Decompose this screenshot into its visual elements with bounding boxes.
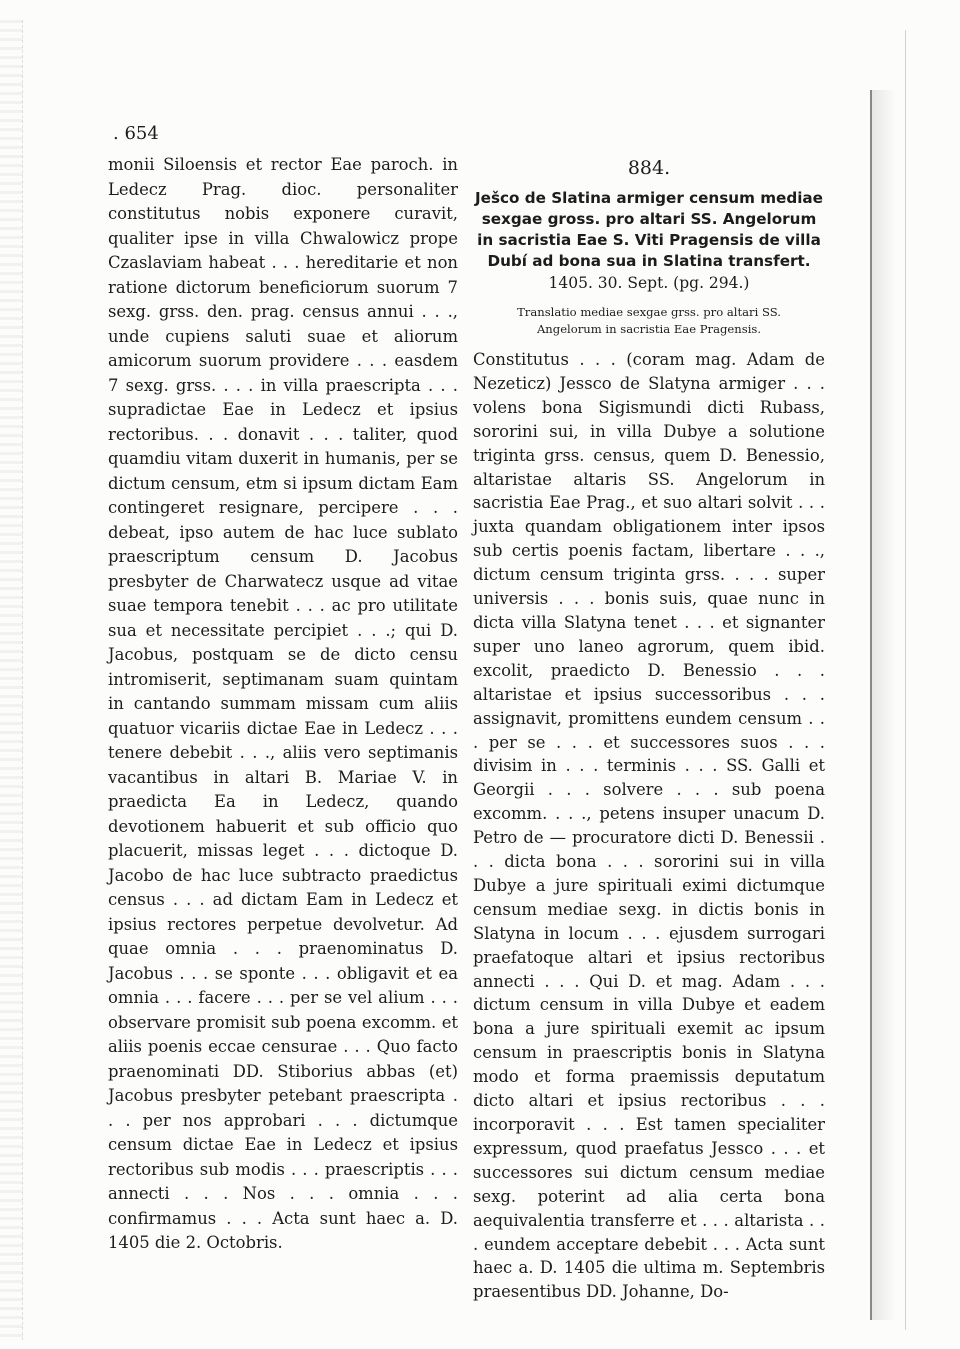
scan-left-edge [0, 20, 23, 1340]
document-heading: Ješco de Slatina armiger censum mediae sexgae gross. pro altari SS. Angelorum in sacristia Eae S. Viti Pragensis de villa Dubí ad bona sua in Slatina transfert. [475, 189, 823, 270]
page-number: . 654 [113, 123, 159, 144]
left-column-text: monii Siloensis et rector Eae paroch. in Ledecz Prag. dioc. personaliter constitutus nobis exponere curavit, qualiter ipse in villa Chwalowicz prope Czaslaviam habeat . . . hereditarie et non ratione dictorum beneficiorum suorum 7 sexg. grss. den. prag. census annui . . ., unde cupiens saluti suae et aliorum amicorum suorum providere . . . easdem 7 sexg. grss. . . . in villa praescripta . . . supradictae Eae in Ledecz et ipsius rectoribus. . . donavit . . . taliter, quod quamdiu vitam duxerit in humanis, per se dictum censum, etm si ipsum dictam Eam contingeret resignare, percipere . . . debeat, ipso autem de hac luce sublato praescriptum censum D. Jacobus presbyter de Charwatecz usque ad vitae suae tempora tenebit . . . ac pro utilitate sua et necessitate percipiet . . .; qui D. Jacobus, postquam se de dicto censu intromiserit, septimanam suam quintam in cantando summam missam cum aliis quatuor vicariis dictae Eae in Ledecz . . . tenere debebit . . ., aliis vero septimanis vacantibus in altari B. Mariae V. in praedicta Ea in Ledecz, quando devotionem habuerit et sub officio quo placuerit, missas leget . . . dictoque D. Jacobo de hac luce subtracto praedictus census . . . ad dictam Eam in Ledecz et ipsius rectores perpetue devolvetur. Ad quae omnia . . . praenominatus D. Jacobus . . . se sponte . . . obligavit et ea omnia . . . facere . . . per se vel alium . . . observare promisit sub poena excomm. et aliis poenis eccae censurae . . . Quo facto praenominati DD. Stiborius abbas (et) Jacobus presbyter petebant praescripta . . . per nos approbari . . . dictumque censum dictae Eae in Ledecz et ipsius rectoribus sub modis . . . praescriptis . . . annecti . . . Nos . . . omnia . . . confirmamus . . . Acta sunt haec a. D. 1405 die 2. Octobris. [108, 155, 458, 1252]
document-summary: Translatio mediae sexgae grss. pro altari SS. Angelorum in sacristia Eae Pragensis. [517, 305, 781, 336]
right-column [473, 155, 825, 1304]
document-number: 884. [627, 157, 671, 179]
scan-fold-line [905, 30, 906, 1330]
document-body: Constitutus . . . (coram mag. Adam de Nezeticz) Jessco de Slatyna armiger . . . volens bona Sigismundi dicti Rubass, sororini sui, in villa Dubye a solutione triginta grss. census, quem D. Benessio, altaristae altaris SS. Angelorum in sacristia Eae Prag., et suo altari solvit . . . juxta quandam obligationem inter ipsos sub certis poenis factam, libertare . . ., dictum censum triginta grss. . . . super universis . . . bonis suis, quae nunc in dicta villa Slatyna tenet . . . et signanter super uno laneo agrorum, quem ibid. excolit, praedicto D. Benessio . . . altaristae et ipsius successoribus . . . assignavit, promittens eundem censum . . . per se . . . et successores suos . . . divisim in . . . terminis . . . SS. Galli et Georgii . . . solvere . . . sub poena excomm. . . ., petens insuper unacum D. Petro de — procuratore dicti D. Benessii . . . dicta bona . . . sororini sui in villa Dubye a jure spirituali eximi dictumque censum mediae sexg. in dictis bonis in Slatyna in locum . . . ejusdem surrogari praefatoque altari et ipsius rectoribus annecti . . . Qui D. et mag. Adam . . . dictum censum in villa Dubye et eadem bona a jure spirituali exemit ac ipsum censum in praescriptis bonis in Slatyna modo et forma praemissis deputatum dicto altari et ipsius rectoribus . . . incorporavit . . . Est tamen specialiter expressum, quod praefatus Jessco . . . et successores sui dictum censum mediae sexg. poterint ad alia certa bona aequivalentia transferre et . . . altarista . . . eundem acceptare debebit . . . Acta sunt haec a. D. 1405 die ultima m. Septembris praesentibus DD. Johanne, Do- [473, 350, 825, 1302]
left-column [108, 153, 458, 1256]
document-date: 1405. 30. Sept. (pg. 294.) [548, 274, 750, 292]
